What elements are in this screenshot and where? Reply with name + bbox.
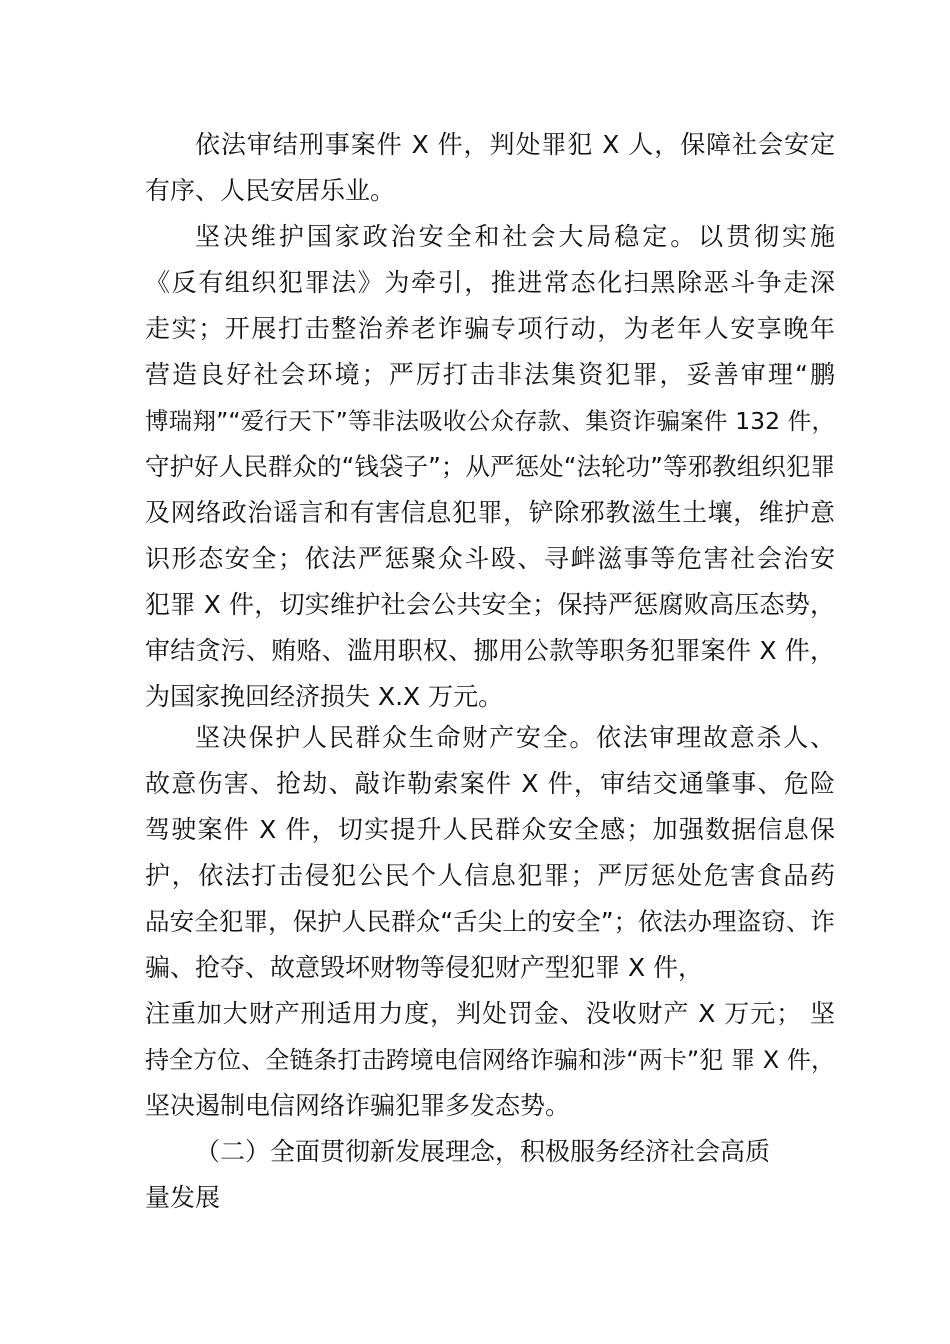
section-heading-cont: 量发展: [145, 1183, 221, 1212]
text-line: 营造良好社会环境；严厉打击非法集资犯罪，妥善审理“鹏: [145, 360, 835, 389]
text-line: 驾驶案件 X 件，切实提升人民群众安全感；加强数据信息保: [145, 815, 835, 844]
text-line: 审结贪污、贿赂、滥用职权、挪用公款等职务犯罪案件 X 件，: [145, 636, 835, 665]
text-line: 犯罪 X 件，切实维护社会公共安全；保持严惩腐败高压态势，: [145, 590, 835, 619]
text-line: 守护好人民群众的“钱袋子”；从严惩处“法轮功”等邪教组织犯罪: [145, 452, 835, 481]
text-line: 注重加大财产刑适用力度，判处罚金、没收财产 X 万元； 坚: [145, 999, 835, 1028]
text-line: 为国家挽回经济损失 X.X 万元。: [145, 682, 504, 711]
text-line: 《反有组织犯罪法》为牵引，推进常态化扫黑除恶斗争走深: [145, 268, 835, 297]
text-line: 走实；开展打击整治养老诈骗专项行动，为老年人安享晚年: [145, 314, 835, 343]
text-line: 坚决遏制电信网络诈骗犯罪多发态势。: [145, 1091, 571, 1120]
text-line: 故意伤害、抢劫、敲诈勒索案件 X 件，审结交通肇事、危险: [145, 769, 835, 798]
text-line: 护，依法打击侵犯公民个人信息犯罪；严厉惩处危害食品药: [145, 861, 835, 890]
text-line: 骗、抢夺、故意毁坏财物等侵犯财产型犯罪 X 件，: [145, 953, 704, 982]
text-line: 依法审结刑事案件 X 件，判处罪犯 X 人，保障社会安定: [195, 130, 835, 159]
text-line: 及网络政治谣言和有害信息犯罪，铲除邪教滋生土壤，维护意: [145, 498, 835, 527]
text-line: 坚决维护国家政治安全和社会大局稳定。以贯彻实施: [195, 222, 835, 251]
text-line: 博瑞翔”“爱行天下”等非法吸收公众存款、集资诈骗案件 132 件，: [145, 407, 835, 435]
text-line: 识形态安全；依法严惩聚众斗殴、寻衅滋事等危害社会治安: [145, 544, 835, 573]
text-line: 持全方位、全链条打击跨境电信网络诈骗和涉“两卡”犯 罪 X 件，: [145, 1046, 835, 1074]
section-heading: （二）全面贯彻新发展理念，积极服务经济社会高质: [195, 1137, 771, 1166]
text-line: 坚决保护人民群众生命财产安全。依法审理故意杀人、: [195, 723, 835, 752]
text-line: 品安全犯罪，保护人民群众“舌尖上的安全”；依法办理盗窃、诈: [145, 907, 835, 936]
text-line: 有序、人民安居乐业。: [145, 176, 396, 205]
